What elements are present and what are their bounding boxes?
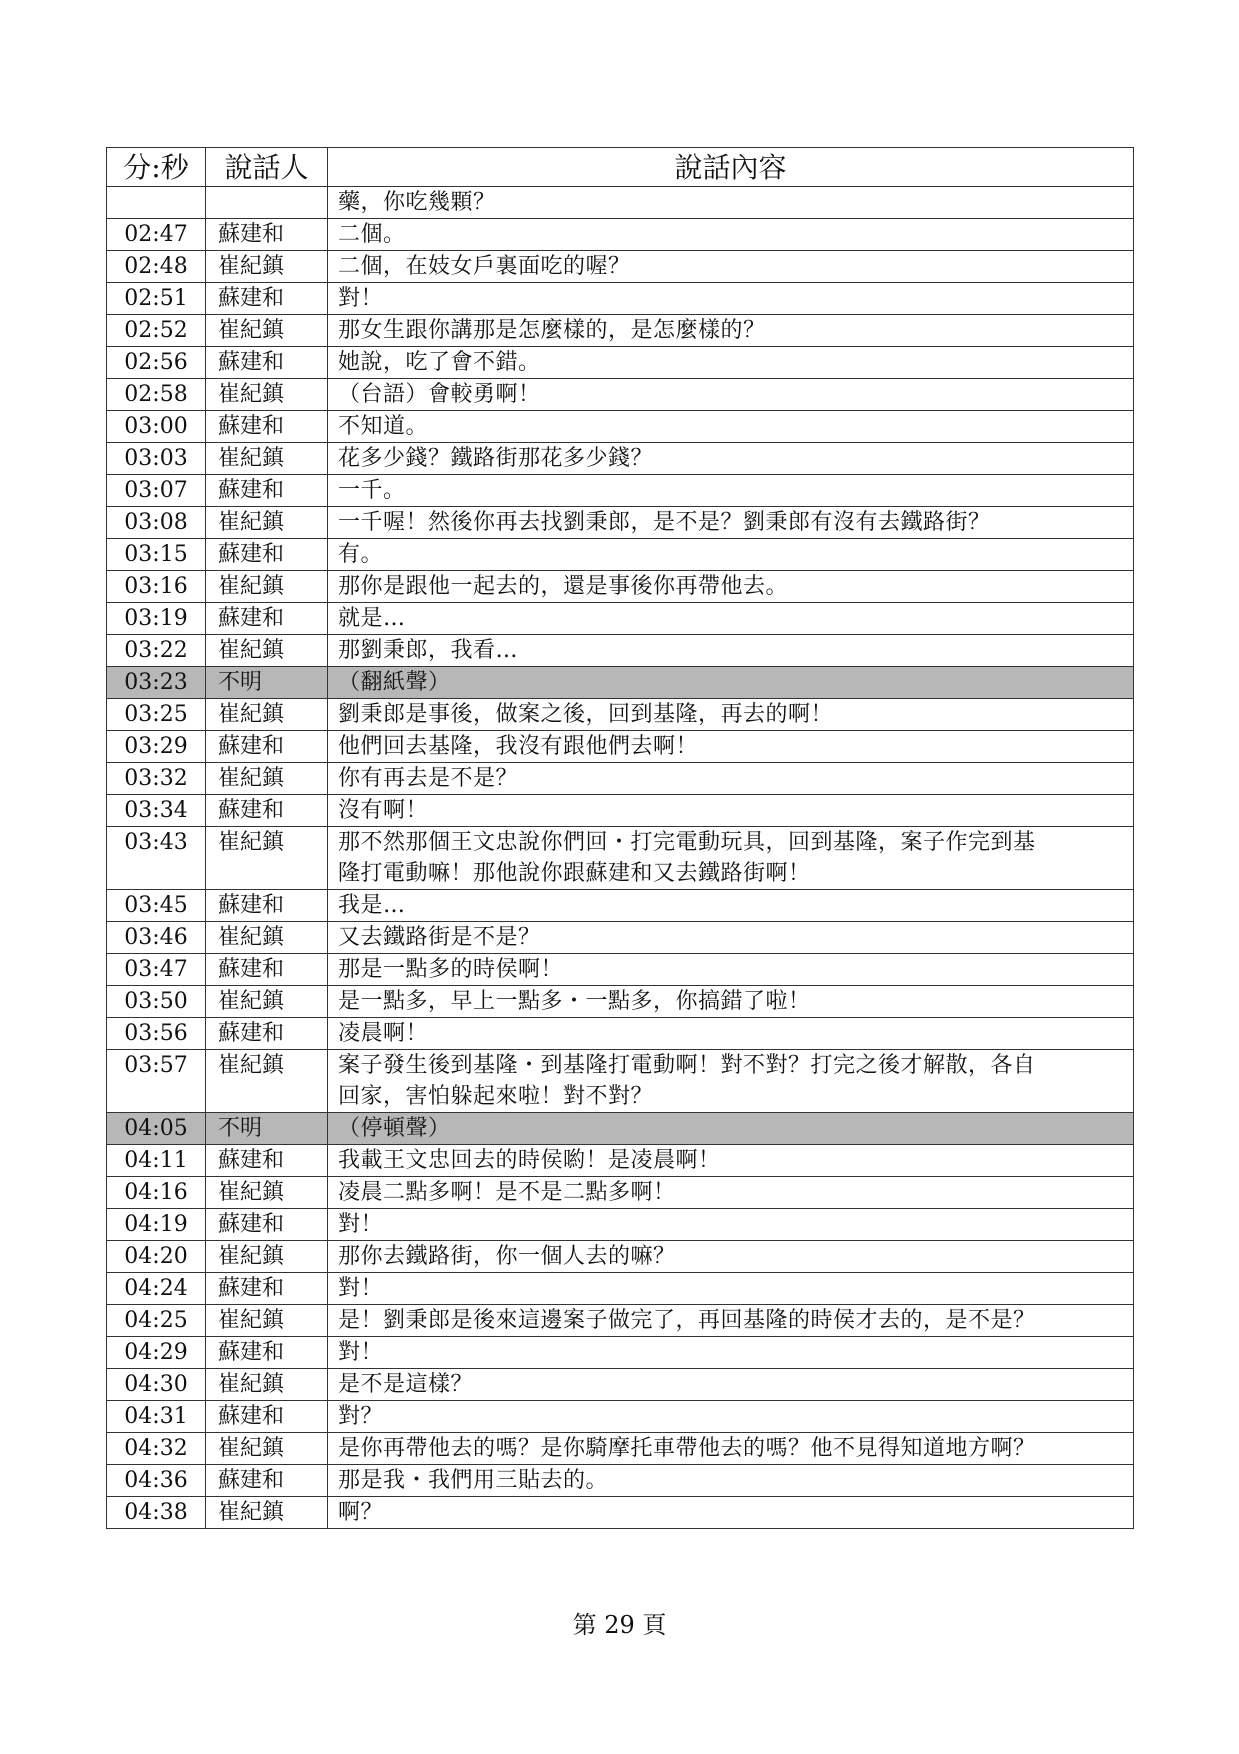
table-row bbox=[107, 1018, 1134, 1050]
row-time bbox=[107, 187, 206, 219]
header-time: 分:秒 bbox=[107, 148, 206, 187]
table-row bbox=[107, 1145, 1134, 1177]
table-row bbox=[107, 603, 1134, 635]
content-line: 一千喔！然後你再去找劉秉郎，是不是？劉秉郎有沒有去鐵路街？ bbox=[338, 510, 991, 535]
row-content bbox=[328, 251, 1134, 283]
content-line: 二個。 bbox=[338, 222, 406, 247]
row-time: 04:25 bbox=[107, 1305, 206, 1337]
row-content bbox=[328, 827, 1134, 890]
content-line: 又去鐵路街是不是？ bbox=[338, 925, 541, 950]
header-content: 說話內容 bbox=[328, 148, 1134, 187]
table-row bbox=[107, 954, 1134, 986]
content-line: 案子發生後到基隆・到基隆打電動啊！對不對？打完之後才解散，各自 bbox=[338, 1053, 1036, 1078]
content-line: 二個，在妓女戶裏面吃的喔？ bbox=[338, 254, 631, 279]
row-time: 04:38 bbox=[107, 1497, 206, 1529]
row-speaker: 蘇建和 bbox=[206, 475, 328, 507]
row-speaker: 崔紀鎮 bbox=[206, 635, 328, 667]
row-content bbox=[328, 699, 1134, 731]
content-line: （台語）會較勇啊！ bbox=[338, 382, 541, 407]
table-row bbox=[107, 1465, 1134, 1497]
row-time: 04:20 bbox=[107, 1241, 206, 1273]
table-row bbox=[107, 571, 1134, 603]
row-speaker: 崔紀鎮 bbox=[206, 251, 328, 283]
row-speaker: 崔紀鎮 bbox=[206, 986, 328, 1018]
row-content bbox=[328, 922, 1134, 954]
row-time: 03:15 bbox=[107, 539, 206, 571]
row-time: 03:03 bbox=[107, 443, 206, 475]
row-time: 03:47 bbox=[107, 954, 206, 986]
row-content bbox=[328, 603, 1134, 635]
row-speaker: 崔紀鎮 bbox=[206, 763, 328, 795]
row-speaker: 蘇建和 bbox=[206, 1209, 328, 1241]
row-time: 04:16 bbox=[107, 1177, 206, 1209]
row-time: 03:34 bbox=[107, 795, 206, 827]
table-row bbox=[107, 283, 1134, 315]
row-time: 03:56 bbox=[107, 1018, 206, 1050]
row-time: 04:11 bbox=[107, 1145, 206, 1177]
content-line: 對？ bbox=[338, 1404, 384, 1429]
transcript-body bbox=[107, 187, 1134, 1529]
row-time: 02:58 bbox=[107, 379, 206, 411]
content-line: 是不是這樣？ bbox=[338, 1372, 474, 1397]
table-row bbox=[107, 795, 1134, 827]
table-row bbox=[107, 539, 1134, 571]
row-speaker: 崔紀鎮 bbox=[206, 1305, 328, 1337]
table-row bbox=[107, 922, 1134, 954]
row-speaker: 崔紀鎮 bbox=[206, 507, 328, 539]
row-content bbox=[328, 443, 1134, 475]
content-line: 她說，吃了會不錯。 bbox=[338, 350, 541, 375]
row-time: 04:32 bbox=[107, 1433, 206, 1465]
row-time: 03:22 bbox=[107, 635, 206, 667]
content-line: 回家，害怕躲起來啦！對不對？ bbox=[338, 1084, 654, 1109]
table-row bbox=[107, 315, 1134, 347]
row-time: 03:32 bbox=[107, 763, 206, 795]
row-speaker: 不明 bbox=[206, 667, 328, 699]
row-speaker: 崔紀鎮 bbox=[206, 922, 328, 954]
row-time: 02:56 bbox=[107, 347, 206, 379]
header-speaker: 說話人 bbox=[206, 148, 328, 187]
row-speaker: 蘇建和 bbox=[206, 1465, 328, 1497]
content-line: 啊？ bbox=[338, 1500, 384, 1525]
row-time: 02:52 bbox=[107, 315, 206, 347]
row-time: 03:45 bbox=[107, 890, 206, 922]
row-time: 03:43 bbox=[107, 827, 206, 890]
row-content bbox=[328, 1305, 1134, 1337]
row-content bbox=[328, 1273, 1134, 1305]
row-time: 03:23 bbox=[107, 667, 206, 699]
row-content bbox=[328, 1209, 1134, 1241]
row-time: 03:08 bbox=[107, 507, 206, 539]
row-speaker: 蘇建和 bbox=[206, 219, 328, 251]
content-line: 那不然那個王文忠說你們回・打完電動玩具，回到基隆，案子作完到基 bbox=[338, 830, 1036, 855]
row-content bbox=[328, 635, 1134, 667]
content-line: 他們回去基隆，我沒有跟他們去啊！ bbox=[338, 734, 699, 759]
table-row bbox=[107, 763, 1134, 795]
row-speaker: 蘇建和 bbox=[206, 411, 328, 443]
content-line: 那是一點多的時侯啊！ bbox=[338, 957, 564, 982]
row-content bbox=[328, 986, 1134, 1018]
row-content bbox=[328, 1337, 1134, 1369]
row-content bbox=[328, 1113, 1134, 1145]
table-row bbox=[107, 251, 1134, 283]
row-speaker: 崔紀鎮 bbox=[206, 1050, 328, 1113]
content-line: 那劉秉郎，我看… bbox=[338, 638, 519, 663]
table-row bbox=[107, 347, 1134, 379]
content-line: 你有再去是不是？ bbox=[338, 766, 519, 791]
content-line: （停頓聲） bbox=[338, 1116, 451, 1141]
row-speaker: 崔紀鎮 bbox=[206, 699, 328, 731]
row-speaker: 蘇建和 bbox=[206, 1401, 328, 1433]
row-time: 03:07 bbox=[107, 475, 206, 507]
row-content bbox=[328, 795, 1134, 827]
table-row bbox=[107, 1177, 1134, 1209]
row-speaker: 崔紀鎮 bbox=[206, 315, 328, 347]
row-time: 04:05 bbox=[107, 1113, 206, 1145]
row-content bbox=[328, 411, 1134, 443]
table-row bbox=[107, 1050, 1134, 1113]
table-row bbox=[107, 986, 1134, 1018]
table-row bbox=[107, 1497, 1134, 1529]
row-speaker: 蘇建和 bbox=[206, 1018, 328, 1050]
row-time: 03:50 bbox=[107, 986, 206, 1018]
table-header-row bbox=[107, 148, 1134, 187]
row-content bbox=[328, 731, 1134, 763]
row-speaker: 蘇建和 bbox=[206, 283, 328, 315]
content-line: 一千。 bbox=[338, 478, 406, 503]
row-time: 02:51 bbox=[107, 283, 206, 315]
row-speaker: 崔紀鎮 bbox=[206, 379, 328, 411]
row-speaker: 崔紀鎮 bbox=[206, 1433, 328, 1465]
table-row bbox=[107, 475, 1134, 507]
row-speaker: 蘇建和 bbox=[206, 890, 328, 922]
row-content bbox=[328, 954, 1134, 986]
row-time: 03:19 bbox=[107, 603, 206, 635]
row-content bbox=[328, 1465, 1134, 1497]
row-content bbox=[328, 1145, 1134, 1177]
row-content bbox=[328, 219, 1134, 251]
table-row bbox=[107, 635, 1134, 667]
row-content bbox=[328, 667, 1134, 699]
table-row bbox=[107, 731, 1134, 763]
row-content bbox=[328, 1241, 1134, 1273]
table-row bbox=[107, 1401, 1134, 1433]
row-content bbox=[328, 571, 1134, 603]
row-time: 03:25 bbox=[107, 699, 206, 731]
row-time: 03:00 bbox=[107, 411, 206, 443]
content-line: 對！ bbox=[338, 1212, 384, 1237]
row-speaker: 崔紀鎮 bbox=[206, 443, 328, 475]
page-number: 第 29 頁 bbox=[572, 1611, 667, 1639]
row-speaker: 崔紀鎮 bbox=[206, 1241, 328, 1273]
row-time: 04:31 bbox=[107, 1401, 206, 1433]
content-line: 是！劉秉郎是後來這邊案子做完了，再回基隆的時侯才去的，是不是？ bbox=[338, 1308, 1036, 1333]
row-content bbox=[328, 1497, 1134, 1529]
table-row bbox=[107, 667, 1134, 699]
row-speaker: 蘇建和 bbox=[206, 603, 328, 635]
content-line: 是你再帶他去的嗎？是你騎摩托車帶他去的嗎？他不見得知道地方啊？ bbox=[338, 1436, 1036, 1461]
table-row bbox=[107, 1369, 1134, 1401]
row-time: 04:19 bbox=[107, 1209, 206, 1241]
table-row bbox=[107, 443, 1134, 475]
row-time: 04:29 bbox=[107, 1337, 206, 1369]
row-content bbox=[328, 1018, 1134, 1050]
row-content bbox=[328, 1050, 1134, 1113]
row-content bbox=[328, 1369, 1134, 1401]
row-speaker: 崔紀鎮 bbox=[206, 571, 328, 603]
content-line: 隆打電動嘛！那他說你跟蘇建和又去鐵路街啊！ bbox=[338, 861, 811, 886]
table-row bbox=[107, 379, 1134, 411]
table-row bbox=[107, 699, 1134, 731]
table-row bbox=[107, 411, 1134, 443]
content-line: 對！ bbox=[338, 286, 384, 311]
row-content bbox=[328, 187, 1134, 219]
row-speaker bbox=[206, 187, 328, 219]
table-row bbox=[107, 890, 1134, 922]
row-speaker: 蘇建和 bbox=[206, 539, 328, 571]
row-content bbox=[328, 763, 1134, 795]
row-time: 03:29 bbox=[107, 731, 206, 763]
content-line: 那你是跟他一起去的，還是事後你再帶他去。 bbox=[338, 574, 789, 599]
content-line: 我是… bbox=[338, 893, 406, 918]
content-line: 凌晨啊！ bbox=[338, 1021, 429, 1046]
row-speaker: 不明 bbox=[206, 1113, 328, 1145]
row-time: 03:46 bbox=[107, 922, 206, 954]
row-speaker: 崔紀鎮 bbox=[206, 1177, 328, 1209]
transcript-table bbox=[106, 147, 1134, 1529]
row-content bbox=[328, 1401, 1134, 1433]
content-line: 就是… bbox=[338, 606, 406, 631]
content-line: 那是我・我們用三貼去的。 bbox=[338, 1468, 609, 1493]
row-content bbox=[328, 347, 1134, 379]
content-line: 是一點多，早上一點多・一點多，你搞錯了啦！ bbox=[338, 989, 811, 1014]
table-row bbox=[107, 507, 1134, 539]
row-speaker: 蘇建和 bbox=[206, 1337, 328, 1369]
row-time: 03:16 bbox=[107, 571, 206, 603]
row-speaker: 崔紀鎮 bbox=[206, 1369, 328, 1401]
row-content bbox=[328, 1433, 1134, 1465]
row-speaker: 崔紀鎮 bbox=[206, 827, 328, 890]
row-time: 04:24 bbox=[107, 1273, 206, 1305]
content-line: 劉秉郎是事後，做案之後，回到基隆，再去的啊！ bbox=[338, 702, 834, 727]
content-line: 沒有啊！ bbox=[338, 798, 429, 823]
row-content bbox=[328, 283, 1134, 315]
content-line: 花多少錢？鐵路街那花多少錢？ bbox=[338, 446, 654, 471]
table-row bbox=[107, 187, 1134, 219]
table-row bbox=[107, 827, 1134, 890]
row-content bbox=[328, 539, 1134, 571]
content-line: 我載王文忠回去的時侯喲！是凌晨啊！ bbox=[338, 1148, 721, 1173]
row-speaker: 蘇建和 bbox=[206, 1145, 328, 1177]
table-row bbox=[107, 1305, 1134, 1337]
row-content bbox=[328, 1177, 1134, 1209]
table-row bbox=[107, 219, 1134, 251]
row-speaker: 崔紀鎮 bbox=[206, 1497, 328, 1529]
table-row bbox=[107, 1209, 1134, 1241]
row-content bbox=[328, 507, 1134, 539]
table-row bbox=[107, 1433, 1134, 1465]
row-time: 04:30 bbox=[107, 1369, 206, 1401]
row-time: 02:47 bbox=[107, 219, 206, 251]
row-content bbox=[328, 315, 1134, 347]
content-line: 有。 bbox=[338, 542, 384, 567]
content-line: 凌晨二點多啊！是不是二點多啊！ bbox=[338, 1180, 676, 1205]
table-row bbox=[107, 1337, 1134, 1369]
content-line: 藥，你吃幾顆？ bbox=[338, 190, 496, 215]
table-row bbox=[107, 1113, 1134, 1145]
row-time: 03:57 bbox=[107, 1050, 206, 1113]
row-content bbox=[328, 379, 1134, 411]
row-time: 02:48 bbox=[107, 251, 206, 283]
row-content bbox=[328, 890, 1134, 922]
content-line: 對！ bbox=[338, 1276, 384, 1301]
row-speaker: 蘇建和 bbox=[206, 795, 328, 827]
row-speaker: 蘇建和 bbox=[206, 347, 328, 379]
content-line: 不知道。 bbox=[338, 414, 429, 439]
table-row bbox=[107, 1241, 1134, 1273]
row-speaker: 蘇建和 bbox=[206, 1273, 328, 1305]
row-speaker: 蘇建和 bbox=[206, 731, 328, 763]
row-time: 04:36 bbox=[107, 1465, 206, 1497]
content-line: 對！ bbox=[338, 1340, 384, 1365]
table-row bbox=[107, 1273, 1134, 1305]
content-line: 那你去鐵路街，你一個人去的嘛？ bbox=[338, 1244, 676, 1269]
row-speaker: 蘇建和 bbox=[206, 954, 328, 986]
content-line: 那女生跟你講那是怎麼樣的，是怎麼樣的？ bbox=[338, 318, 766, 343]
row-content bbox=[328, 475, 1134, 507]
content-line: （翻紙聲） bbox=[338, 670, 451, 695]
